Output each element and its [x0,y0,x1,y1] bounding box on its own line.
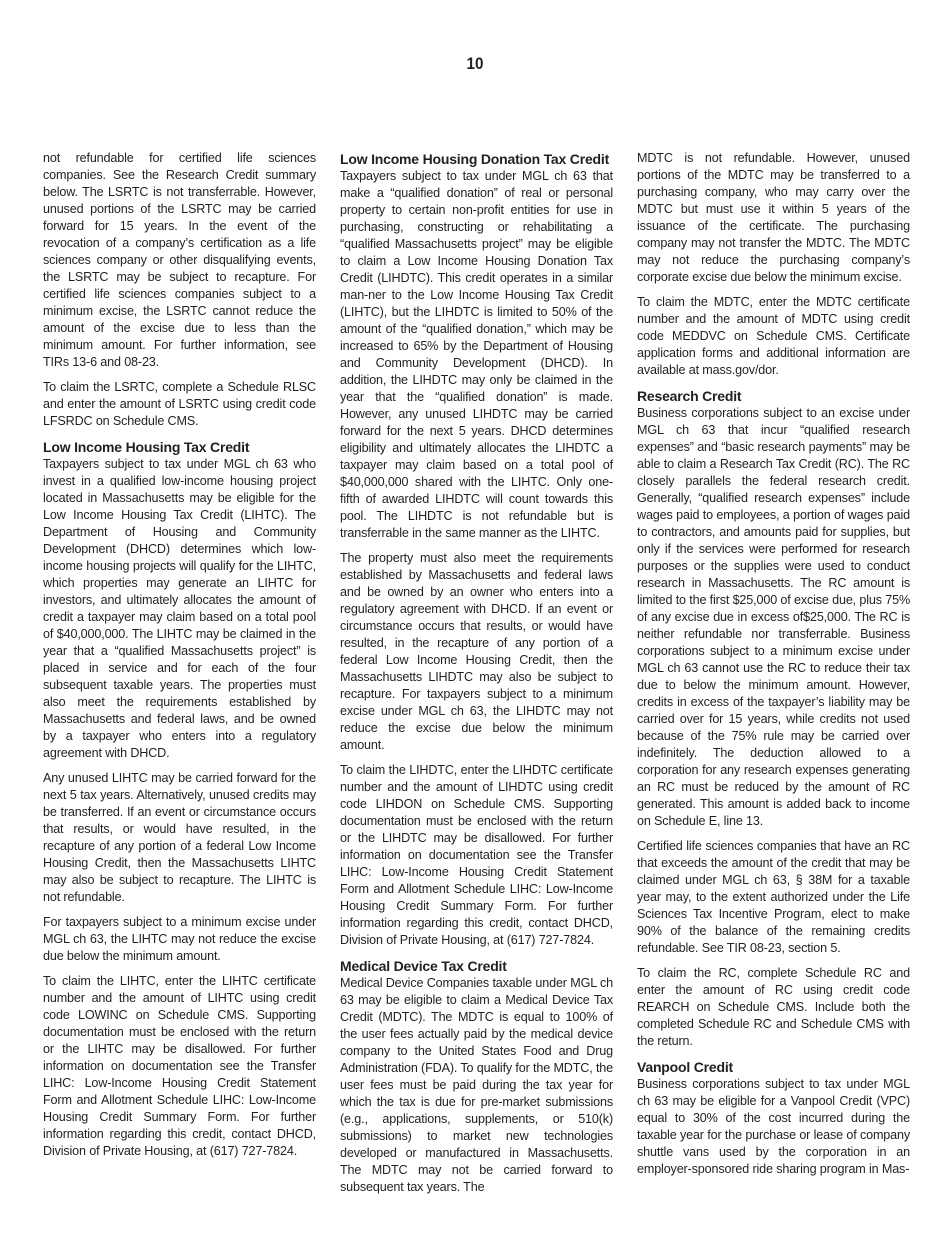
section-heading-vanpool-credit: Vanpool Credit [637,1059,733,1075]
paragraph: Certified life sciences companies that have an RC that exceeds the amount of the credit that may be claimed under MGL ch 63, § 38M for a taxable year may, to the extent authorized under the Life Sciences Tax Incentive Program, elect to make 90% of the balance of the remaining credits refundable. See TIR 08-23, section 5. [637,839,910,955]
column-2 [340,150,613,1204]
paragraph: To claim the RC, complete Schedule RC and enter the amount of RC using credit code REARCH on Schedule CMS. Include both the completed Schedule RC and Schedule CMS with the return. [637,966,910,1048]
column-3 [637,150,910,1204]
paragraph: To claim the MDTC, enter the MDTC certificate number and the amount of MDTC using credit code MEDDVC on Schedule CMS. Certificate application forms and additional information are available at mass.gov/dor. [637,295,910,377]
paragraph: To claim the LIHDTC, enter the LIHDTC certificate number and the amount of LIHDTC using credit code LIHDON on Schedule CMS. Supporting documentation must be enclosed with the return or the LIHDTC may be disallowed. For further information on documentation see the Transfer LIHC: Low-Income Housing Credit Statement Form and Allotment Schedule LIHC: Low-Income Housing Credit Summary Form. For further information regarding this credit, contact DHCD, Division of Private Housing, at (617) 727-7824. [340,763,613,947]
paragraph: MDTC is not refundable. However, unused portions of the MDTC may be transferred to a purchasing company, who may carry over the MDTC but must use it within 5 years of the issuance of the certificate. The purchasing company may not transfer the MDTC. The MDTC may not reduce the purchasing company’s corporate excise due below the minimum excise. [637,151,910,284]
page-number: 10 [466,54,484,73]
section-heading-lihdtc: Low Income Housing Donation Tax Credit [340,151,610,167]
text-columns [43,150,910,1204]
section-heading-lihtc: Low Income Housing Tax Credit [43,439,250,455]
section-heading-mdtc: Medical Device Tax Credit [340,958,507,974]
paragraph: Business corporations subject to tax under MGL ch 63 may be eligible for a Vanpool Credit (VPC) equal to 30% of the cost incurred during the taxable year for the purchase or lease of company shuttle vans used by the corporation in an employer-sponsored ride sharing program in Mas- [637,1077,910,1176]
paragraph: For taxpayers subject to a minimum excise under MGL ch 63, the LIHTC may not reduce the excise due below the minimum amount. [43,915,316,963]
paragraph: Any unused LIHTC may be carried forward for the next 5 tax years. Alternatively, unused credits may be transferred. If an event or circumstance occurs that results, or would have resulted, in the recapture of any portion of a federal Low Income Housing Credit, then the Massachusetts LIHTC may also be subject to recapture. The LIHTC is not refundable. [43,771,316,904]
paragraph: To claim the LIHTC, enter the LIHTC certificate number and the amount of LIHTC using credit code LOWINC on Schedule CMS. Supporting documentation must be enclosed with the return or the LIHTC may be disallowed. For further information on documentation see the Transfer LIHC: Low-Income Housing Credit Statement Form and Allotment Schedule LIHC: Low-Income Housing Credit Summary Form. For further information regarding this credit, contact DHCD, Division of Private Housing, at (617) 727-7824. [43,974,316,1158]
paragraph: To claim the LSRTC, complete a Schedule RLSC and enter the amount of LSRTC using credit code LFSRDC on Schedule CMS. [43,380,316,428]
paragraph: Business corporations subject to an excise under MGL ch 63 that incur “qualified research expenses” and “basic research payments” may be able to claim a Research Tax Credit (RC). The RC closely parallels the federal research credit. Generally, “qualified research expenses” include wages paid to employees, a portion of wages paid to contractors, and amounts paid for supplies, but only if the services were performed for research purposes or the supplies were used to conduct research in Massachusetts. The RC amount is limited to the first $25,000 of excise due, plus 75% of any excise due in excess of$25,000. The RC is neither refundable nor transferrable. Business corporations subject to a minimum excise under MGL ch 63 cannot use the RC to reduce their tax due to below the minimum amount. However, credits in excess of the taxpayer’s liability may be carried over for 15 years, while credits not used because of the 75% rule may be carried over indefinitely. The deduction allowed to a corporation for any research expenses generating an RC must be reduced by the amount of RC generated. This amount is added back to income on Schedule E, line 13. [637,406,910,828]
paragraph: Taxpayers subject to tax under MGL ch 63 that make a “qualified donation” of real or personal property to certain non-profit entities for use in purchasing, constructing or rehabilitating a “qualified Massachusetts project” may be eligible to claim a Low Income Housing Donation Tax Credit (LIHDTC). This credit operates in a similar man-ner to the Low Income Housing Tax Credit (LIHTC), but the LIHDTC is limited to 50% of the amount of the “qualified donation,” which may be increased to 65% by the Department of Housing and Community Development (DHCD). In addition, the LIHDTC may only be claimed in the year that the “qualified donation” is made. However, any unused LIHDTC may be carried forward for the next 5 years. DHCD determines eligibility and ultimately allocates the LIHDTC a taxpayer may claim based on a total pool of $40,000,000 shared with the LIHTC. Only one-fifth of awarded LIHDTC will count towards this pool. The LIHDTC is not refundable but is transferrable in the same manner as the LIHTC. [340,169,613,540]
paragraph: The property must also meet the requirements established by Massachusetts and federal laws and be owned by an owner who enters into a regulatory agreement with DHCD. If an event or circumstance occurs that results, or would have resulted, in the recapture of any portion of a federal Low Income Housing Credit, then the Massachusetts LIHDTC may also be subject to recapture. For taxpayers subject to a minimum excise under MGL ch 63, the LIHDTC may not reduce the excise due below the minimum amount. [340,551,613,752]
paragraph: not refundable for certified life sciences companies. See the Research Credit summary below. The LSRTC is not transferrable. However, unused portions of the LSRTC may be carried forward for 15 years. In the event of the revocation of a company’s certification as a life sciences company or other disqualifying events, the LSRTC may be subject to recapture. For certified life sciences companies subject to a minimum excise, the LSRTC cannot reduce the amount of the excise due to less than the minimum amount. For further information, see TIRs 13-6 and 08-23. [43,151,316,369]
paragraph: Taxpayers subject to tax under MGL ch 63 who invest in a qualified low-income housing project located in Massachusetts may be eligible for the Low Income Housing Tax Credit (LIHTC). The Department of Housing and Community Development (DHCD) determines which low-income housing projects will qualify for the LIHTC, which properties may generate an LIHTC for investors, and ultimately allocates the amount of credit a taxpayer may claim based on a total pool of $40,000,000. The LIHTC may be claimed in the year that a “qualified Massachusetts project” is placed in service and for each of the four subsequent taxable years. The properties must also meet the requirements established by Massachusetts and federal laws, and be owned by a taxpayer who enters into a regulatory agreement with DHCD. [43,457,316,760]
section-heading-research-credit: Research Credit [637,388,742,404]
paragraph: Medical Device Companies taxable under MGL ch 63 may be eligible to claim a Medical Device Tax Credit (MDTC). The MDTC is equal to 100% of the user fees actually paid by the medical device company to the United States Food and Drug Administration (FDA). To qualify for the MDTC, the user fees must be paid during the tax year for which the tax is due for pre-market submissions (e.g., applications, supplements, or 510(k) submissions) to market new technologies developed or manufactured in Massachusetts. The MDTC may not be carried forward to subsequent tax years. The [340,976,613,1194]
column-1 [43,150,316,1204]
